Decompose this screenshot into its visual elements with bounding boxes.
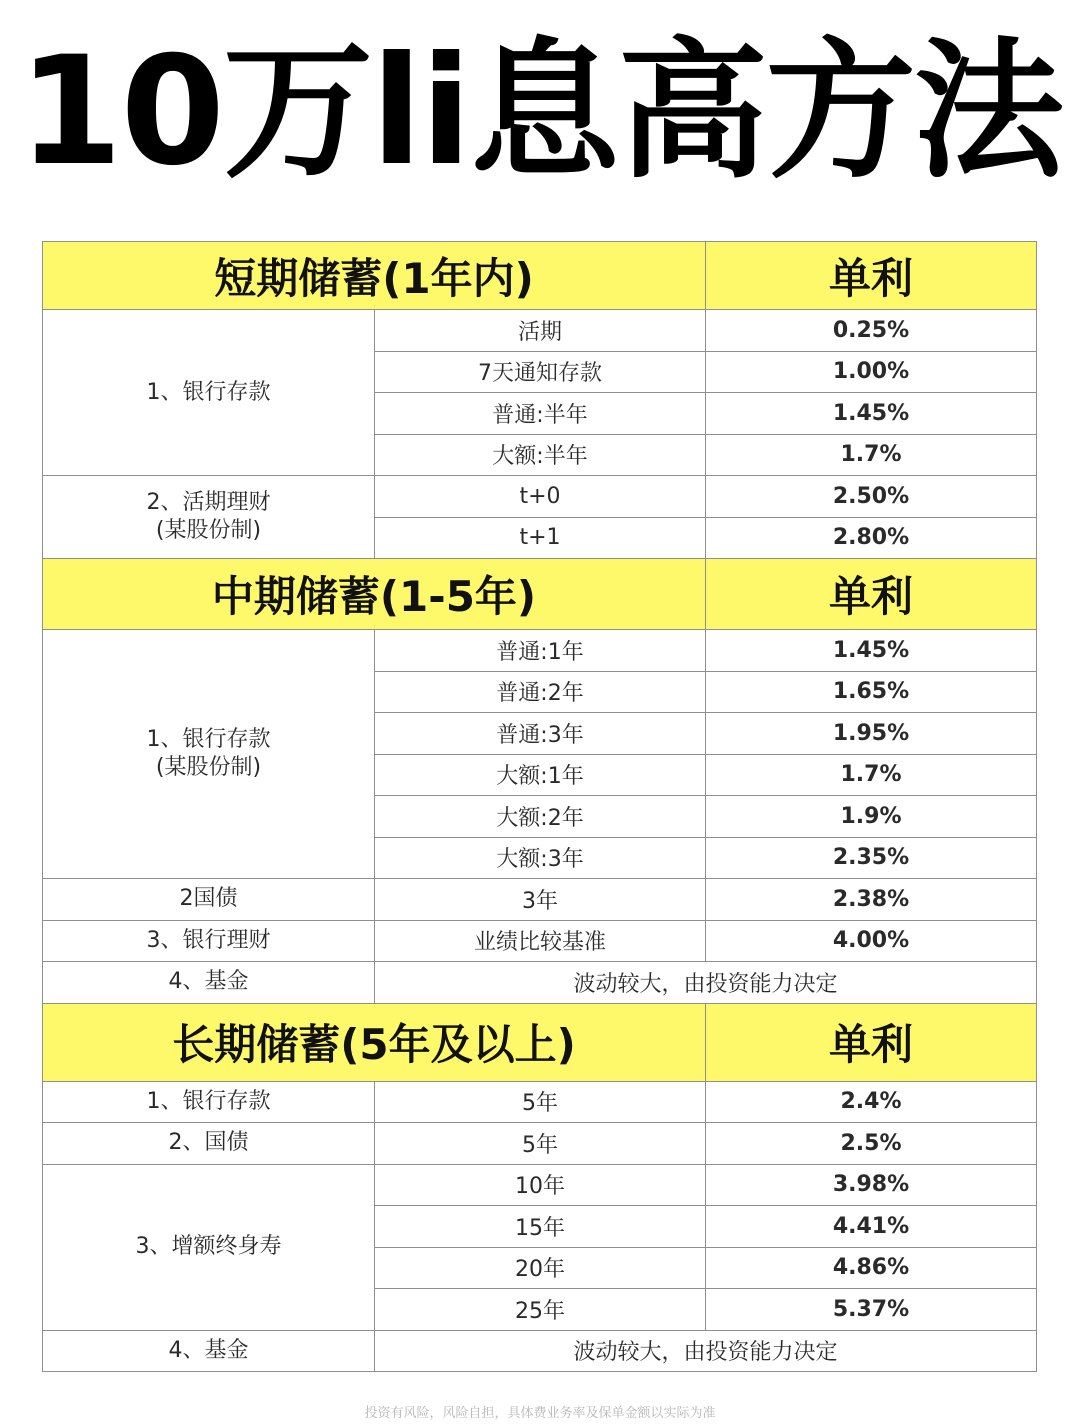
rate-cell: 4.41% (706, 1206, 1037, 1248)
rate-cell: 1.45% (706, 630, 1037, 672)
rate-column-header: 单利 (706, 242, 1037, 310)
category-cell: 3、增额终身寿 (43, 1164, 375, 1330)
rate-cell: 1.7% (706, 434, 1037, 476)
term-cell: 普通:半年 (375, 393, 706, 435)
rate-cell: 4.86% (706, 1247, 1037, 1289)
rate-cell: 1.95% (706, 713, 1037, 755)
note-cell: 波动较大，由投资能力决定 (375, 962, 1037, 1004)
term-cell: 15年 (375, 1206, 706, 1248)
category-cell: 2、国债 (43, 1123, 375, 1165)
table-row (43, 1081, 1037, 1123)
rate-cell: 1.00% (706, 351, 1037, 393)
term-cell: t+1 (375, 517, 706, 559)
section-header-row (43, 559, 1037, 630)
term-cell: 普通:3年 (375, 713, 706, 755)
section-title: 短期储蓄(1年内) (43, 242, 706, 310)
rate-cell: 3.98% (706, 1164, 1037, 1206)
rate-column-header: 单利 (706, 1003, 1037, 1081)
table-row (43, 962, 1037, 1004)
rate-cell: 1.9% (706, 796, 1037, 838)
category-cell: 3、银行理财 (43, 920, 375, 962)
term-cell: 普通:1年 (375, 630, 706, 672)
table-row (43, 1123, 1037, 1165)
table-row (43, 476, 1037, 518)
category-cell: 2国债 (43, 879, 375, 921)
page-title: 10万li息高方法 (18, 25, 1062, 199)
section-title: 中期储蓄(1-5年) (43, 559, 706, 630)
term-cell: 20年 (375, 1247, 706, 1289)
term-cell: 业绩比较基准 (375, 920, 706, 962)
term-cell: 活期 (375, 310, 706, 352)
section-header-row (43, 1003, 1037, 1081)
term-cell: t+0 (375, 476, 706, 518)
term-cell: 大额:半年 (375, 434, 706, 476)
category-cell: 1、银行存款 (43, 1081, 375, 1123)
table-row (43, 879, 1037, 921)
table-row (43, 1164, 1037, 1206)
rate-cell: 2.80% (706, 517, 1037, 559)
category-cell: 4、基金 (43, 1330, 375, 1372)
rate-cell: 2.35% (706, 837, 1037, 879)
rate-cell: 2.5% (706, 1123, 1037, 1165)
term-cell: 普通:2年 (375, 671, 706, 713)
rate-cell: 2.38% (706, 879, 1037, 921)
table-row (43, 310, 1037, 352)
rate-cell: 4.00% (706, 920, 1037, 962)
category-cell: 2、活期理财 (某股份制) (43, 476, 375, 559)
term-cell: 3年 (375, 879, 706, 921)
rate-cell: 5.37% (706, 1289, 1037, 1331)
note-cell: 波动较大，由投资能力决定 (375, 1330, 1037, 1372)
section-header-row (43, 242, 1037, 310)
rate-cell: 2.50% (706, 476, 1037, 518)
rate-cell: 1.65% (706, 671, 1037, 713)
category-cell: 4、基金 (43, 962, 375, 1004)
term-cell: 大额:2年 (375, 796, 706, 838)
rate-column-header: 单利 (706, 559, 1037, 630)
term-cell: 5年 (375, 1081, 706, 1123)
term-cell: 大额:3年 (375, 837, 706, 879)
rate-cell: 1.7% (706, 754, 1037, 796)
category-cell: 1、银行存款 (某股份制) (43, 630, 375, 879)
term-cell: 10年 (375, 1164, 706, 1206)
table-row (43, 920, 1037, 962)
term-cell: 大额:1年 (375, 754, 706, 796)
rates-table (42, 241, 1037, 1372)
disclaimer-footer: 投资有风险，风险自担，具体费业务率及保单金额以实际为准 (364, 1406, 716, 1421)
rate-cell: 1.45% (706, 393, 1037, 435)
section-title: 长期储蓄(5年及以上) (43, 1003, 706, 1081)
term-cell: 7天通知存款 (375, 351, 706, 393)
term-cell: 5年 (375, 1123, 706, 1165)
rate-cell: 0.25% (706, 310, 1037, 352)
term-cell: 25年 (375, 1289, 706, 1331)
rate-cell: 2.4% (706, 1081, 1037, 1123)
table-row (43, 630, 1037, 672)
category-cell: 1、银行存款 (43, 310, 375, 476)
table-row (43, 1330, 1037, 1372)
